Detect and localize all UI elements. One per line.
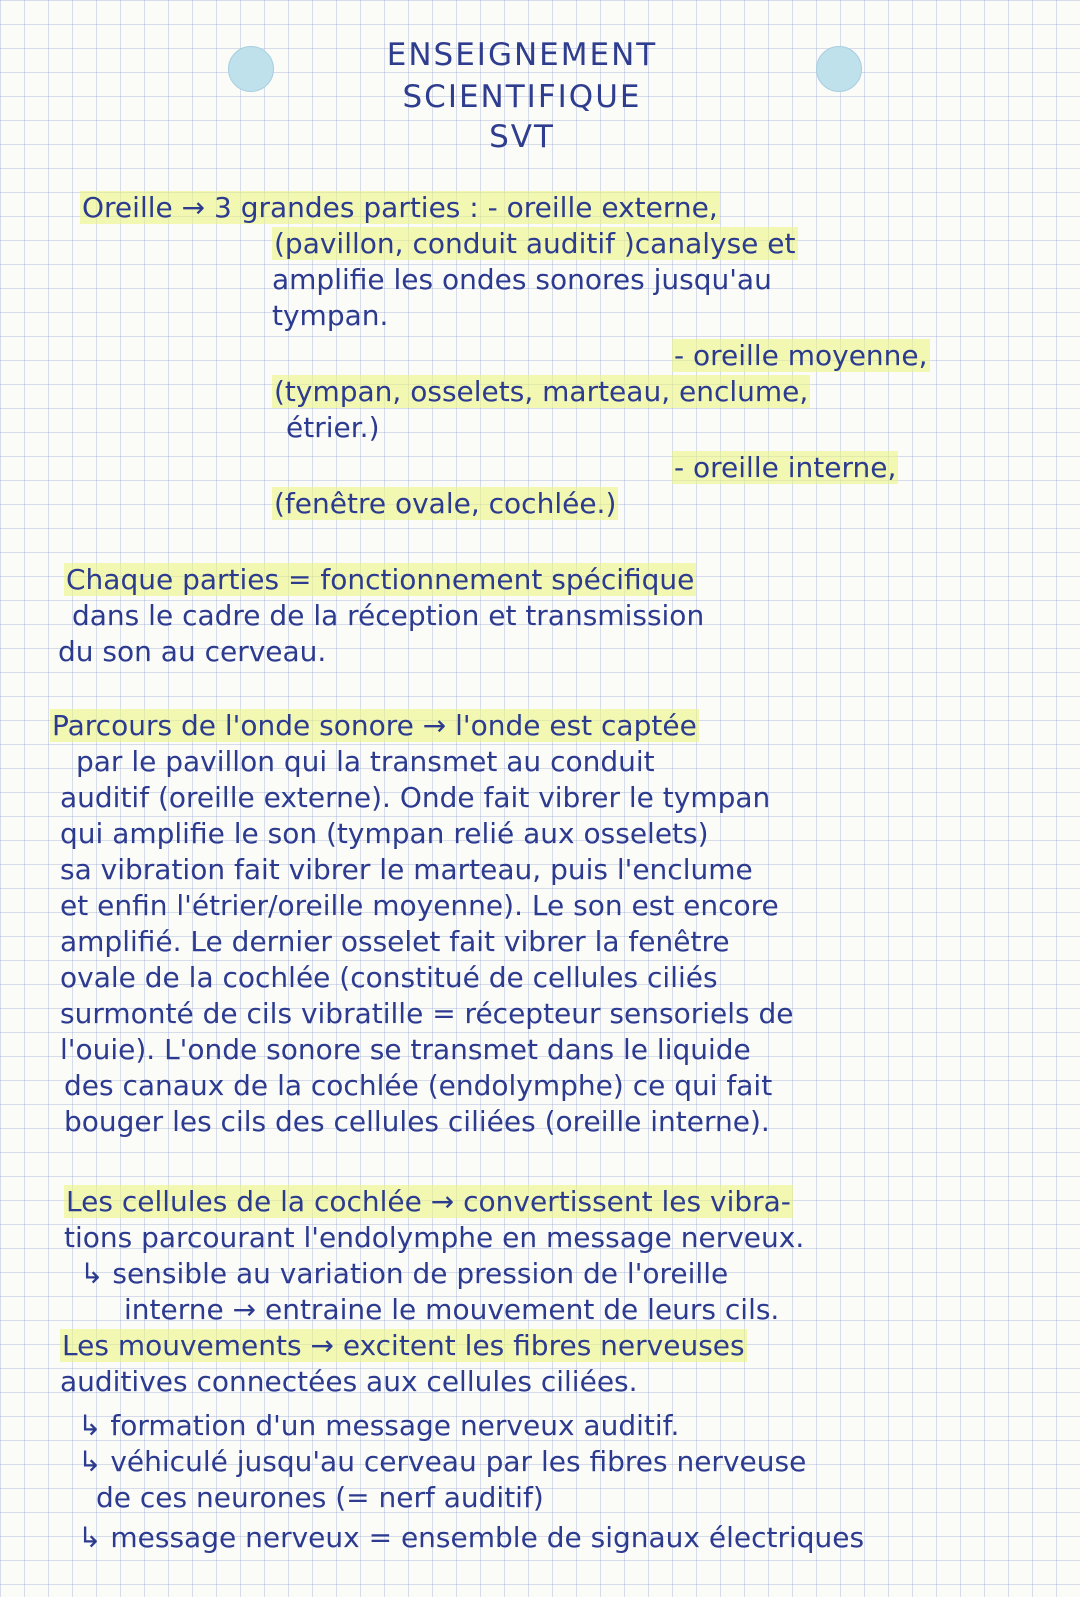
note-line: - oreille interne, <box>674 451 897 484</box>
note-line: amplifié. Le dernier osselet fait vibrer la fenêtre <box>60 925 730 958</box>
note-line: ↳ sensible au variation de pression de l'oreille <box>80 1257 729 1290</box>
title-line-2: SCIENTIFIQUE <box>402 79 642 115</box>
note-line: étrier.) <box>286 411 380 444</box>
note-line: ↳ véhiculé jusqu'au cerveau par les fibres nerveuse <box>78 1445 807 1478</box>
note-line: Les cellules de la cochlée → convertissent les vibra- <box>66 1185 791 1218</box>
note-line: - oreille moyenne, <box>674 339 928 372</box>
note-line: bouger les cils des cellules ciliées (oreille interne). <box>64 1105 770 1138</box>
binder-hole-icon <box>228 46 274 92</box>
note-line: interne → entraine le mouvement de leurs cils. <box>124 1293 780 1326</box>
note-line: (pavillon, conduit auditif )canalyse et <box>274 227 796 260</box>
note-line: Chaque parties = fonctionnement spécifique <box>66 563 695 596</box>
note-line: ↳ message nerveux = ensemble de signaux électriques <box>78 1521 865 1554</box>
note-line: sa vibration fait vibrer le marteau, puis l'enclume <box>60 853 753 886</box>
binder-hole-icon <box>816 46 862 92</box>
note-line: par le pavillon qui la transmet au conduit <box>76 745 655 778</box>
note-line: tions parcourant l'endolymphe en message nerveux. <box>64 1221 805 1254</box>
note-line: des canaux de la cochlée (endolymphe) ce qui fait <box>64 1069 773 1102</box>
note-line: Les mouvements → excitent les fibres nerveuses <box>62 1329 745 1362</box>
note-line: ovale de la cochlée (constitué de cellules ciliés <box>60 961 718 994</box>
note-line: tympan. <box>272 299 389 332</box>
note-line: amplifie les ondes sonores jusqu'au <box>272 263 772 296</box>
note-line: surmonté de cils vibratille = récepteur sensoriels de <box>60 997 794 1030</box>
note-line: l'ouie). L'onde sonore se transmet dans le liquide <box>60 1033 751 1066</box>
note-line: Parcours de l'onde sonore → l'onde est captée <box>52 709 697 742</box>
title-line-3: SVT <box>489 119 555 155</box>
note-line: ↳ formation d'un message nerveux auditif. <box>78 1409 680 1442</box>
note-line: dans le cadre de la réception et transmission <box>72 599 705 632</box>
note-line: (fenêtre ovale, cochlée.) <box>274 487 617 520</box>
title-line-1: ENSEIGNEMENT <box>386 37 658 73</box>
note-line: de ces neurones (= nerf auditif) <box>96 1481 544 1514</box>
note-line: qui amplifie le son (tympan relié aux osselets) <box>60 817 709 850</box>
note-line: Oreille → 3 grandes parties : - oreille externe, <box>82 191 718 224</box>
note-line: (tympan, osselets, marteau, enclume, <box>274 375 809 408</box>
note-line: auditif (oreille externe). Onde fait vibrer le tympan <box>60 781 771 814</box>
note-line: auditives connectées aux cellules ciliées. <box>60 1365 638 1398</box>
note-line: et enfin l'étrier/oreille moyenne). Le son est encore <box>60 889 779 922</box>
note-line: du son au cerveau. <box>58 635 327 668</box>
